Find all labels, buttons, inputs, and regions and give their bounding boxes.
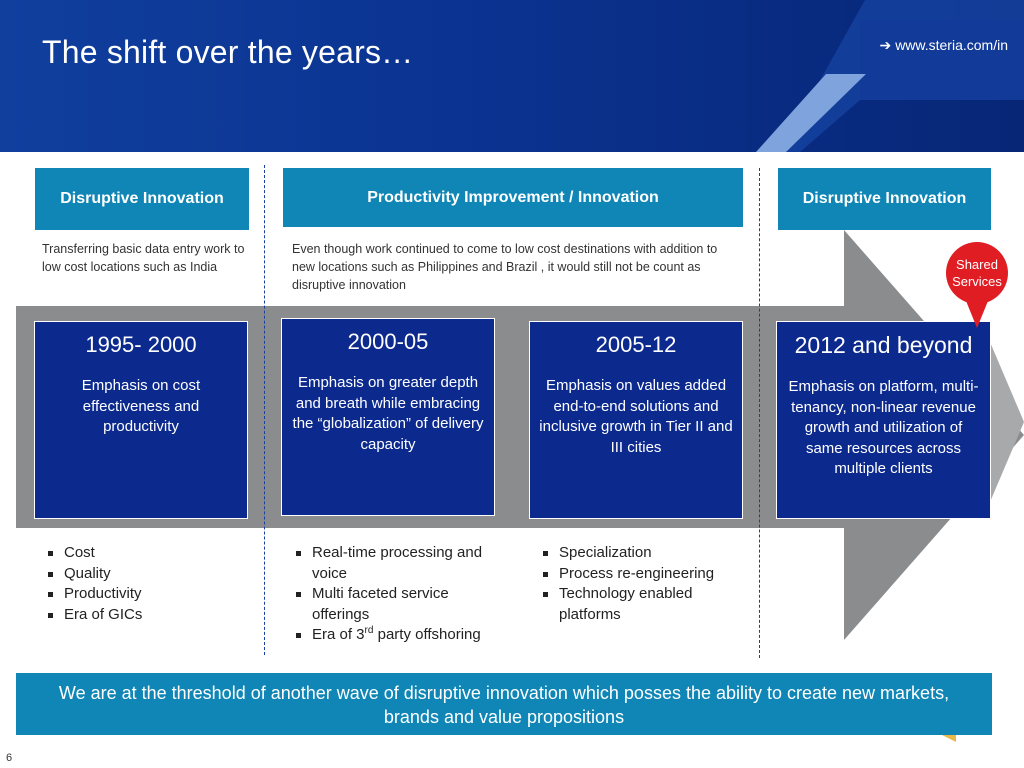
era-box-2005-12 (529, 321, 743, 519)
pin-label-line2: Services (952, 274, 1002, 289)
dashed-divider-right (759, 168, 760, 658)
list-item: Cost (46, 543, 246, 564)
category-productivity-improvement: Productivity Improvement / Innovation (283, 165, 743, 227)
list-item: Technology enabled platforms (541, 584, 741, 625)
description-phase-1: Transferring basic data entry work to low cost locations such as India (42, 242, 245, 274)
era-period: 2005-12 (595, 332, 677, 357)
dashed-divider-left (264, 165, 265, 655)
header-decor-block (860, 20, 1024, 100)
timeline-arrow-tip (990, 342, 1024, 502)
website-link[interactable] (879, 37, 1008, 54)
bullet-list-1995-2000 (46, 543, 246, 625)
list-item: Productivity (46, 584, 246, 605)
era-text: Emphasis on values added end-to-end solutions and inclusive growth in Tier II and III cities (539, 377, 733, 456)
era-text: Emphasis on cost effectiveness and productivity (81, 377, 201, 435)
era-text: Emphasis on platform, multi-tenancy, non-linear revenue growth and utilization of same resources across multiple clients (788, 378, 979, 477)
bullet-list-2005-12 (541, 543, 741, 625)
era-period: 2012 and beyond (794, 332, 973, 358)
bullet-list-2000-05 (294, 543, 494, 646)
page-number: 6 (6, 752, 13, 764)
list-item (294, 625, 494, 646)
era-box-2012-beyond (776, 321, 991, 519)
arrow-right-icon: ➔ (879, 37, 892, 53)
conclusion-banner: We are at the threshold of another wave of disruptive innovation which posses the ability to create new markets, brands and value propositions (16, 673, 992, 735)
page-title: The shift over the years… (42, 34, 414, 70)
era-box-1995-2000 (34, 321, 248, 519)
list-item-suffix: party offshoring (373, 626, 481, 643)
era-text: Emphasis on greater depth and breath while embracing the “globalization” of delivery capacity (292, 374, 484, 453)
era-period: 1995- 2000 (85, 332, 197, 357)
pin-label-line1: Shared (956, 257, 998, 272)
website-url[interactable]: www.steria.com/in (895, 37, 1008, 53)
list-item: Process re-engineering (541, 564, 741, 585)
category-disruptive-innovation-2: Disruptive Innovation (778, 168, 991, 230)
list-item: Real-time processing and voice (294, 543, 494, 584)
category-disruptive-innovation-1: Disruptive Innovation (35, 168, 249, 230)
description-phase-2: Even though work continued to come to low cost destinations with addition to new locations such as Philippines and Brazil , it would still not be count as disruptive innovation (292, 242, 718, 292)
list-item: Multi faceted service offerings (294, 584, 494, 625)
list-item: Era of GICs (46, 605, 246, 626)
header-band (0, 0, 1024, 152)
ordinal-superscript: rd (364, 625, 374, 636)
era-box-2000-05 (281, 318, 495, 516)
list-item-prefix: Era of 3 (312, 626, 365, 643)
list-item: Specialization (541, 543, 741, 564)
list-item: Quality (46, 564, 246, 585)
era-period: 2000-05 (347, 329, 429, 354)
shared-services-pin (946, 242, 1008, 304)
banner-decor (940, 734, 956, 742)
